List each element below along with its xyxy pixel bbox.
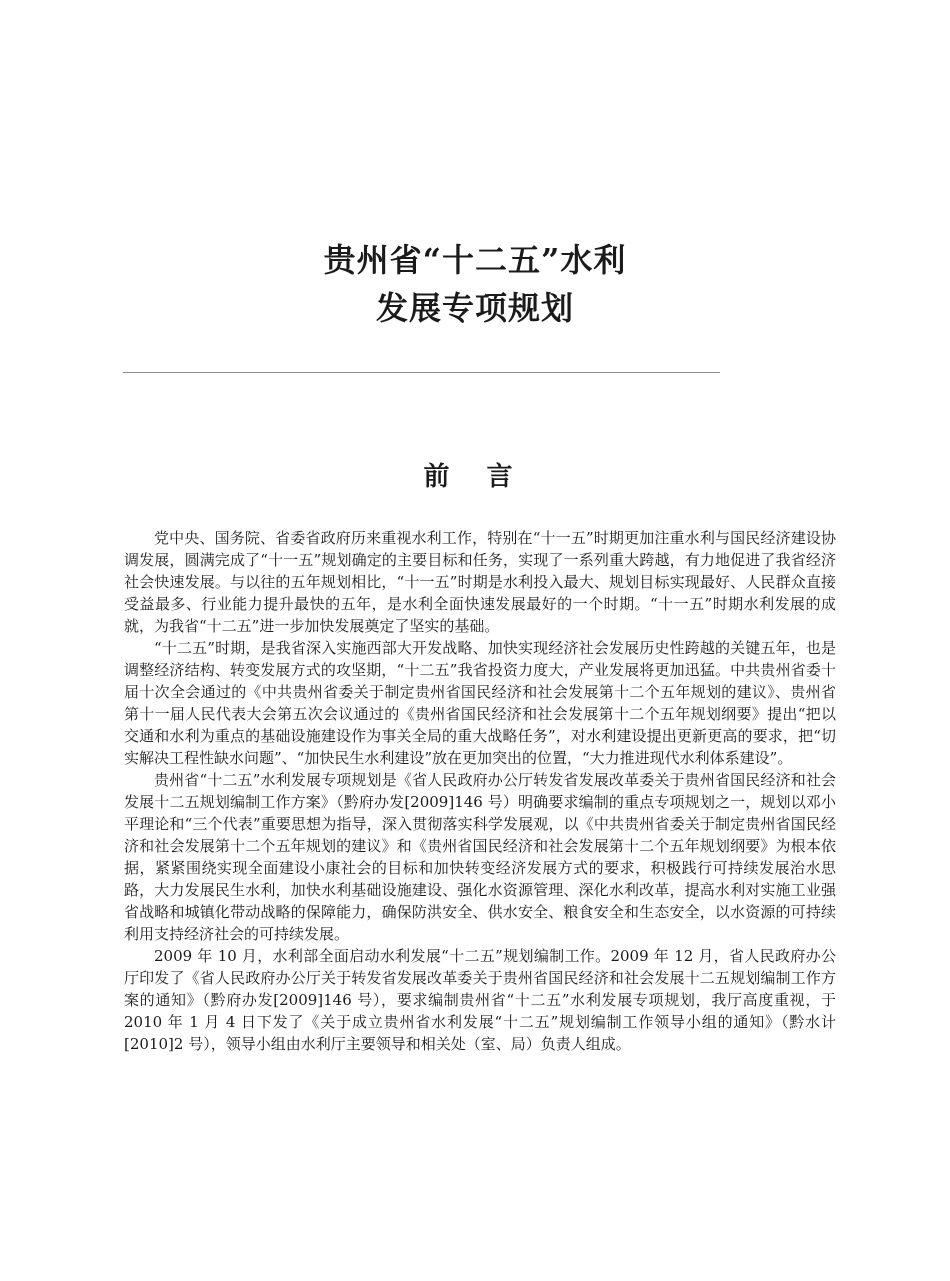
paragraph-4: 2009 年 10 月，水利部全面启动水利发展“十二五”规划编制工作。2009 年 12 月，省人民政府办公厅印发了《省人民政府办公厅关于转发省发展改革委关于贵州省国民经济和社会发展十二五规划编制工作方案的通知》（黔府办发[2009]146 号），要求编制贵州省“十二五”水利发展专项规划，我厅高度重视，于 2010 年 1 月 4 日下发了《关于成立贵州省水利发展“十二五”规划编制工作领导小组的通知》（黔水计[2010]2 号），领导小组由水利厅主要领导和相关处（室、局）负责人组成。 xyxy=(124,947,836,1053)
title-line-2: 发展专项规划 xyxy=(375,289,574,327)
paragraph-1: 党中央、国务院、省委省政府历来重视水利工作，特别在“十一五”时期更加注重水利与国民经济建设协调发展，圆满完成了“十一五”规划确定的主要目标和任务，实现了一系列重大跨越，有力地促进了我省经济社会快速发展。与以往的五年规划相比，“十一五”时期是水利投入最大、规划目标实现最好、人民群众直接受益最多、行业能力提升最快的五年，是水利全面快速发展最好的一个时期。“十一五”时期水利发展的成就，为我省“十二五”进一步加快发展奠定了坚实的基础。 xyxy=(124,529,836,635)
body-text xyxy=(124,527,836,1055)
title-divider xyxy=(123,372,720,373)
title-line-1: 贵州省“十二五”水利 xyxy=(323,241,627,279)
section-heading: 前 言 xyxy=(423,462,527,492)
paragraph-2: “十二五”时期，是我省深入实施西部大开发战略、加快实现经济社会发展历史性跨越的关键五年，也是调整经济结构、转变发展方式的攻坚期，“十二五”我省投资力度大，产业发展将更加迅猛。中共贵州省委十届十次全会通过的《中共贵州省委关于制定贵州省国民经济和社会发展第十二个五年规划的建议》、贵州省第十一届人民代表大会第五次会议通过的《贵州省国民经济和社会发展第十二个五年规划纲要》提出“把以交通和水利为重点的基础设施建设作为事关全局的重大战略任务”，对水利建设提出更新更高的要求，把“切实解决工程性缺水问题”、“加快民生水利建设”放在更加突出的位置，“大力推进现代水利体系建设”。 xyxy=(124,639,836,767)
paragraph-3: 贵州省“十二五”水利发展专项规划是《省人民政府办公厅转发省发展改革委关于贵州省国民经济和社会发展十二五规划编制工作方案》（黔府办发[2009]146 号）明确要求编制的重点专项规划之一，规划以邓小平理论和“三个代表”重要思想为指导，深入贯彻落实科学发展观，以《中共贵州省委关于制定贵州省国民经济和社会发展第十二个五年规划的建议》和《贵州省国民经济和社会发展第十二个五年规划纲要》为根本依据，紧紧围绕实现全面建设小康社会的目标和加快转变经济发展方式的要求，积极践行可持续发展治水思路，大力发展民生水利，加快水利基础设施建设、强化水资源管理、深化水利改革，提高水利对实施工业强省战略和城镇化带动战略的保障能力，确保防洪安全、供水安全、粮食安全和生态安全，以水资源的可持续利用支持经济社会的可持续发展。 xyxy=(124,771,836,943)
document-title xyxy=(0,236,950,332)
